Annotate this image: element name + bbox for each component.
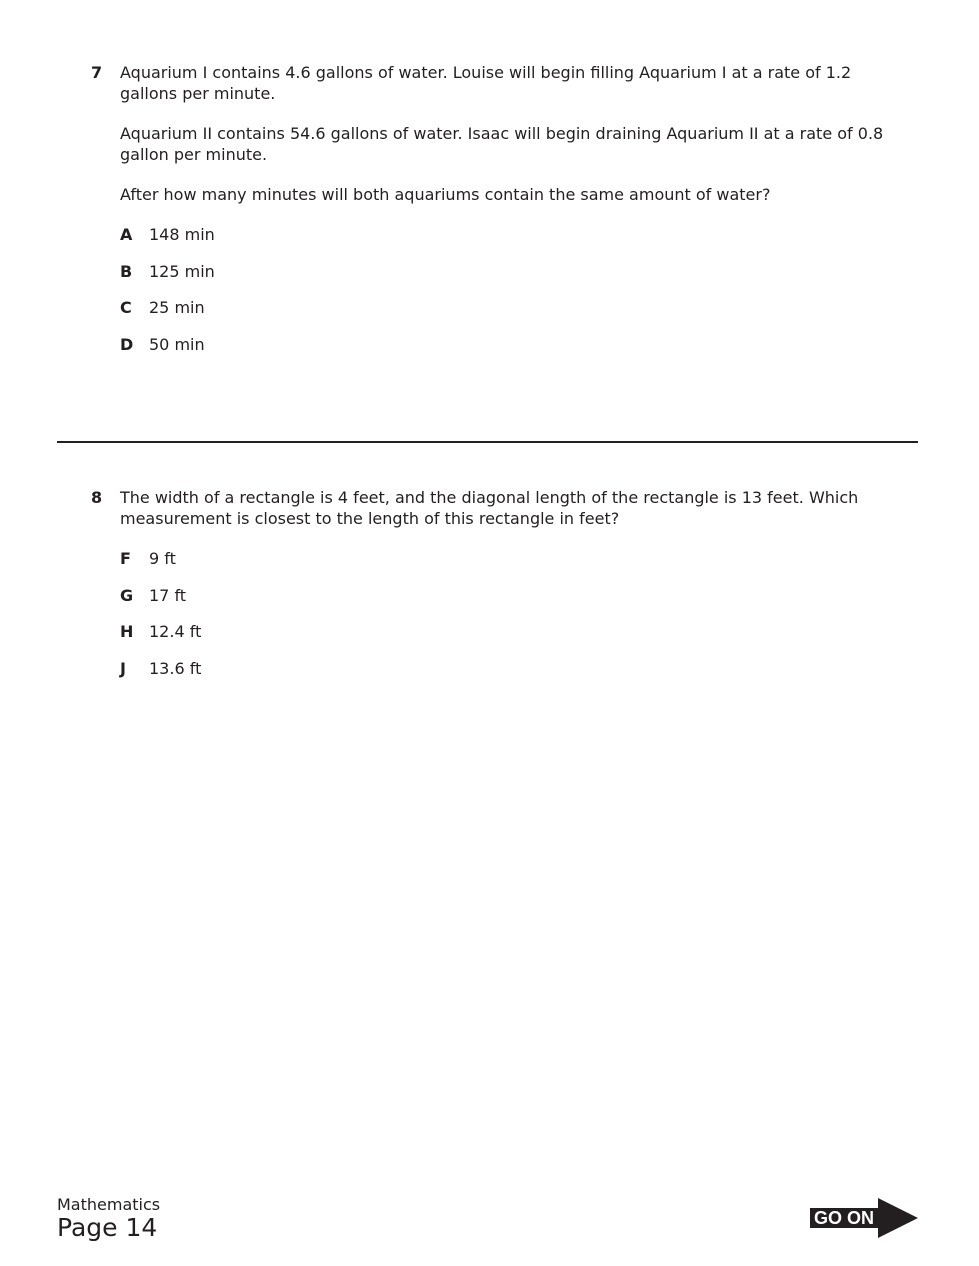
question-number: 8: [91, 488, 103, 507]
footer-subject: Mathematics: [57, 1195, 161, 1214]
go-on-button[interactable]: [810, 1198, 918, 1238]
choice-letter: G: [120, 585, 134, 605]
choice-letter: A: [120, 225, 133, 244]
question-body: [120, 62, 891, 355]
choice-text: 25 min: [149, 298, 205, 317]
answer-choice-d[interactable]: [120, 334, 891, 355]
answer-choices: [120, 224, 891, 355]
choice-text: 13.6 ft: [149, 658, 202, 678]
choice-letter: B: [120, 261, 133, 281]
answer-choice-g[interactable]: [120, 585, 891, 606]
choice-letter: H: [120, 622, 134, 641]
question-7: [91, 62, 891, 370]
choice-letter: J: [120, 658, 126, 678]
choice-text: 9 ft: [149, 549, 176, 568]
choice-letter: F: [120, 549, 131, 568]
section-divider: [57, 441, 918, 443]
choice-text: 17 ft: [149, 585, 187, 605]
choice-letter: D: [120, 334, 134, 354]
question-8: [91, 487, 891, 694]
choice-text: 12.4 ft: [149, 622, 202, 641]
choice-text: 125 min: [149, 261, 215, 281]
question-paragraph: The width of a rectangle is 4 feet, and the diagonal length of the rectangle is 13 feet. Which measurement is closest to the length of this rectangle in feet?: [120, 488, 859, 528]
arrow-right-icon: [878, 1198, 918, 1238]
answer-choice-f[interactable]: [120, 548, 891, 569]
answer-choice-b[interactable]: [120, 261, 891, 282]
answer-choice-h[interactable]: [120, 621, 891, 642]
answer-choice-j[interactable]: [120, 658, 891, 679]
choice-text: 148 min: [149, 225, 215, 244]
answer-choice-a[interactable]: [120, 224, 891, 245]
answer-choices: [120, 548, 891, 679]
choice-text: 50 min: [149, 334, 205, 354]
question-paragraph: Aquarium I contains 4.6 gallons of water. Louise will begin filling Aquarium I at a rate of 1.2 gallons per minute.: [120, 63, 852, 103]
go-on-label: GO ON: [814, 1208, 875, 1228]
question-number: 7: [91, 63, 103, 82]
question-paragraph: After how many minutes will both aquariums contain the same amount of water?: [120, 185, 771, 204]
page-number: Page 14: [57, 1213, 158, 1242]
choice-letter: C: [120, 298, 132, 317]
question-body: [120, 487, 891, 679]
question-paragraph: Aquarium II contains 54.6 gallons of water. Isaac will begin draining Aquarium II at a rate of 0.8 gallon per minute.: [120, 124, 884, 164]
answer-choice-c[interactable]: [120, 297, 891, 318]
